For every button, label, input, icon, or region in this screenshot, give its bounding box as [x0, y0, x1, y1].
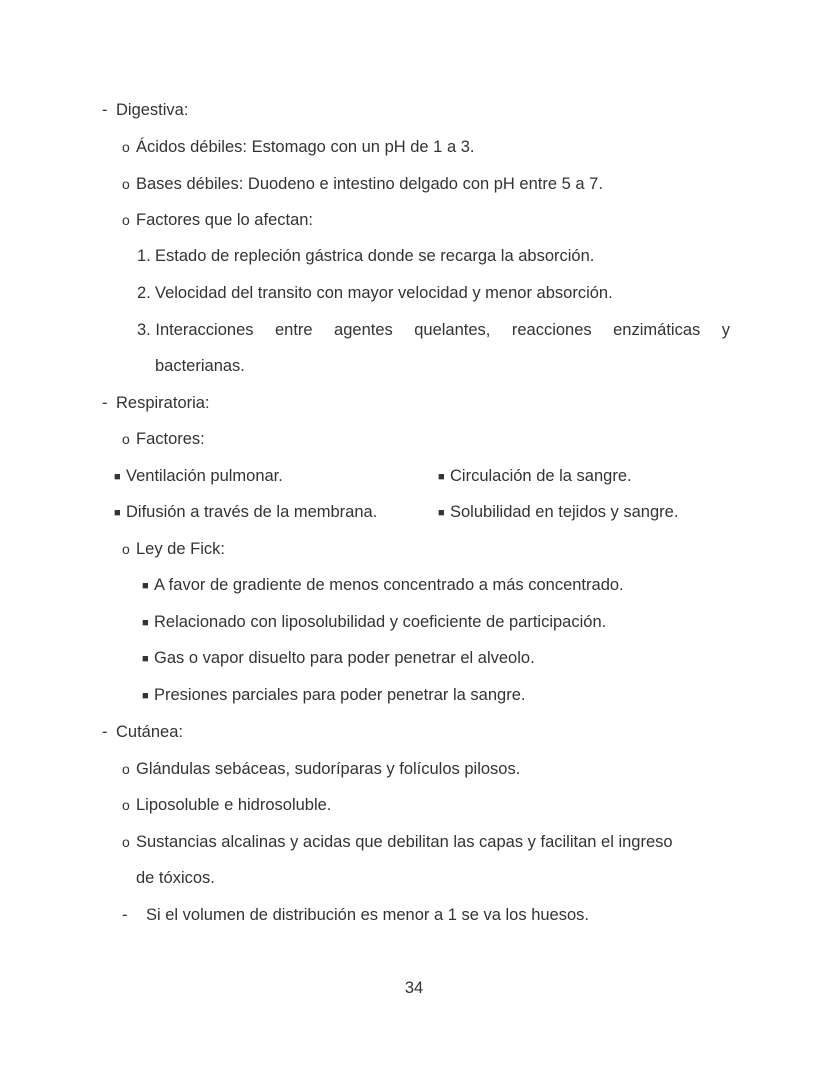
list-item: o Factores: [122, 430, 205, 448]
list-item: o Factores que lo afectan: [122, 211, 314, 229]
list-item: ■ Relacionado con liposolubilidad y coeficiente de participación. [142, 613, 607, 631]
square-bullet-icon: ■ [114, 507, 121, 519]
circle-bullet-icon: o [122, 431, 130, 447]
note-item: - Si el volumen de distribución es menor a 1 se va los huesos. [122, 906, 589, 924]
numbered-item: 1. Estado de repleción gástrica donde se recarga la absorción. [137, 247, 595, 265]
square-bullet-icon: ■ [142, 617, 149, 629]
list-item: o Ácidos débiles: Estomago con un pH de 1 a 3. [122, 138, 475, 156]
circle-bullet-icon: o [122, 541, 130, 557]
circle-bullet-icon: o [122, 761, 130, 777]
list-item: ■ Difusión a través de la membrana. [114, 503, 378, 521]
numbered-item: 2. Velocidad del transito con mayor velocidad y menor absorción. [137, 284, 613, 302]
circle-bullet-icon: o [122, 176, 130, 192]
list-item: o Bases débiles: Duodeno e intestino delgado con pH entre 5 a 7. [122, 175, 603, 193]
section-heading-cutanea: - Cutánea: [102, 723, 183, 741]
list-item: ■ Ventilación pulmonar. [114, 467, 283, 485]
list-item: o Sustancias alcalinas y acidas que debilitan las capas y facilitan el ingreso [122, 833, 673, 851]
dash-bullet: - [102, 101, 108, 119]
list-item: o Ley de Fick: [122, 540, 225, 558]
section-heading-digestiva: - Digestiva: [102, 101, 189, 119]
dash-bullet: - [102, 394, 108, 412]
numbered-item-justified: 3. Interacciones entre agentes quelantes, reacciones enzimáticas y [137, 321, 730, 339]
square-bullet-icon: ■ [114, 471, 121, 483]
item-number: 1. [137, 247, 151, 265]
list-item: ■ A favor de gradiente de menos concentrado a más concentrado. [142, 576, 624, 594]
item-number: 2. [137, 284, 151, 302]
square-bullet-icon: ■ [142, 690, 149, 702]
square-bullet-icon: ■ [142, 653, 149, 665]
list-item-continuation: de tóxicos. [136, 869, 215, 887]
square-bullet-icon: ■ [438, 507, 445, 519]
square-bullet-icon: ■ [142, 580, 149, 592]
numbered-item-continuation: bacterianas. [155, 357, 245, 375]
list-item: ■ Circulación de la sangre. [438, 467, 632, 485]
circle-bullet-icon: o [122, 139, 130, 155]
circle-bullet-icon: o [122, 797, 130, 813]
item-number: 3. Interacciones [137, 321, 254, 339]
square-bullet-icon: ■ [438, 471, 445, 483]
list-item: ■ Gas o vapor disuelto para poder penetrar el alveolo. [142, 649, 535, 667]
list-item: ■ Presiones parciales para poder penetrar la sangre. [142, 686, 526, 704]
circle-bullet-icon: o [122, 834, 130, 850]
circle-bullet-icon: o [122, 212, 130, 228]
dash-bullet: - [122, 906, 128, 924]
list-item: o Glándulas sebáceas, sudoríparas y folículos pilosos. [122, 760, 521, 778]
page-number: 34 [404, 979, 424, 997]
list-item: o Liposoluble e hidrosoluble. [122, 796, 332, 814]
section-heading-respiratoria: - Respiratoria: [102, 394, 210, 412]
list-item: ■ Solubilidad en tejidos y sangre. [438, 503, 679, 521]
dash-bullet: - [102, 723, 108, 741]
